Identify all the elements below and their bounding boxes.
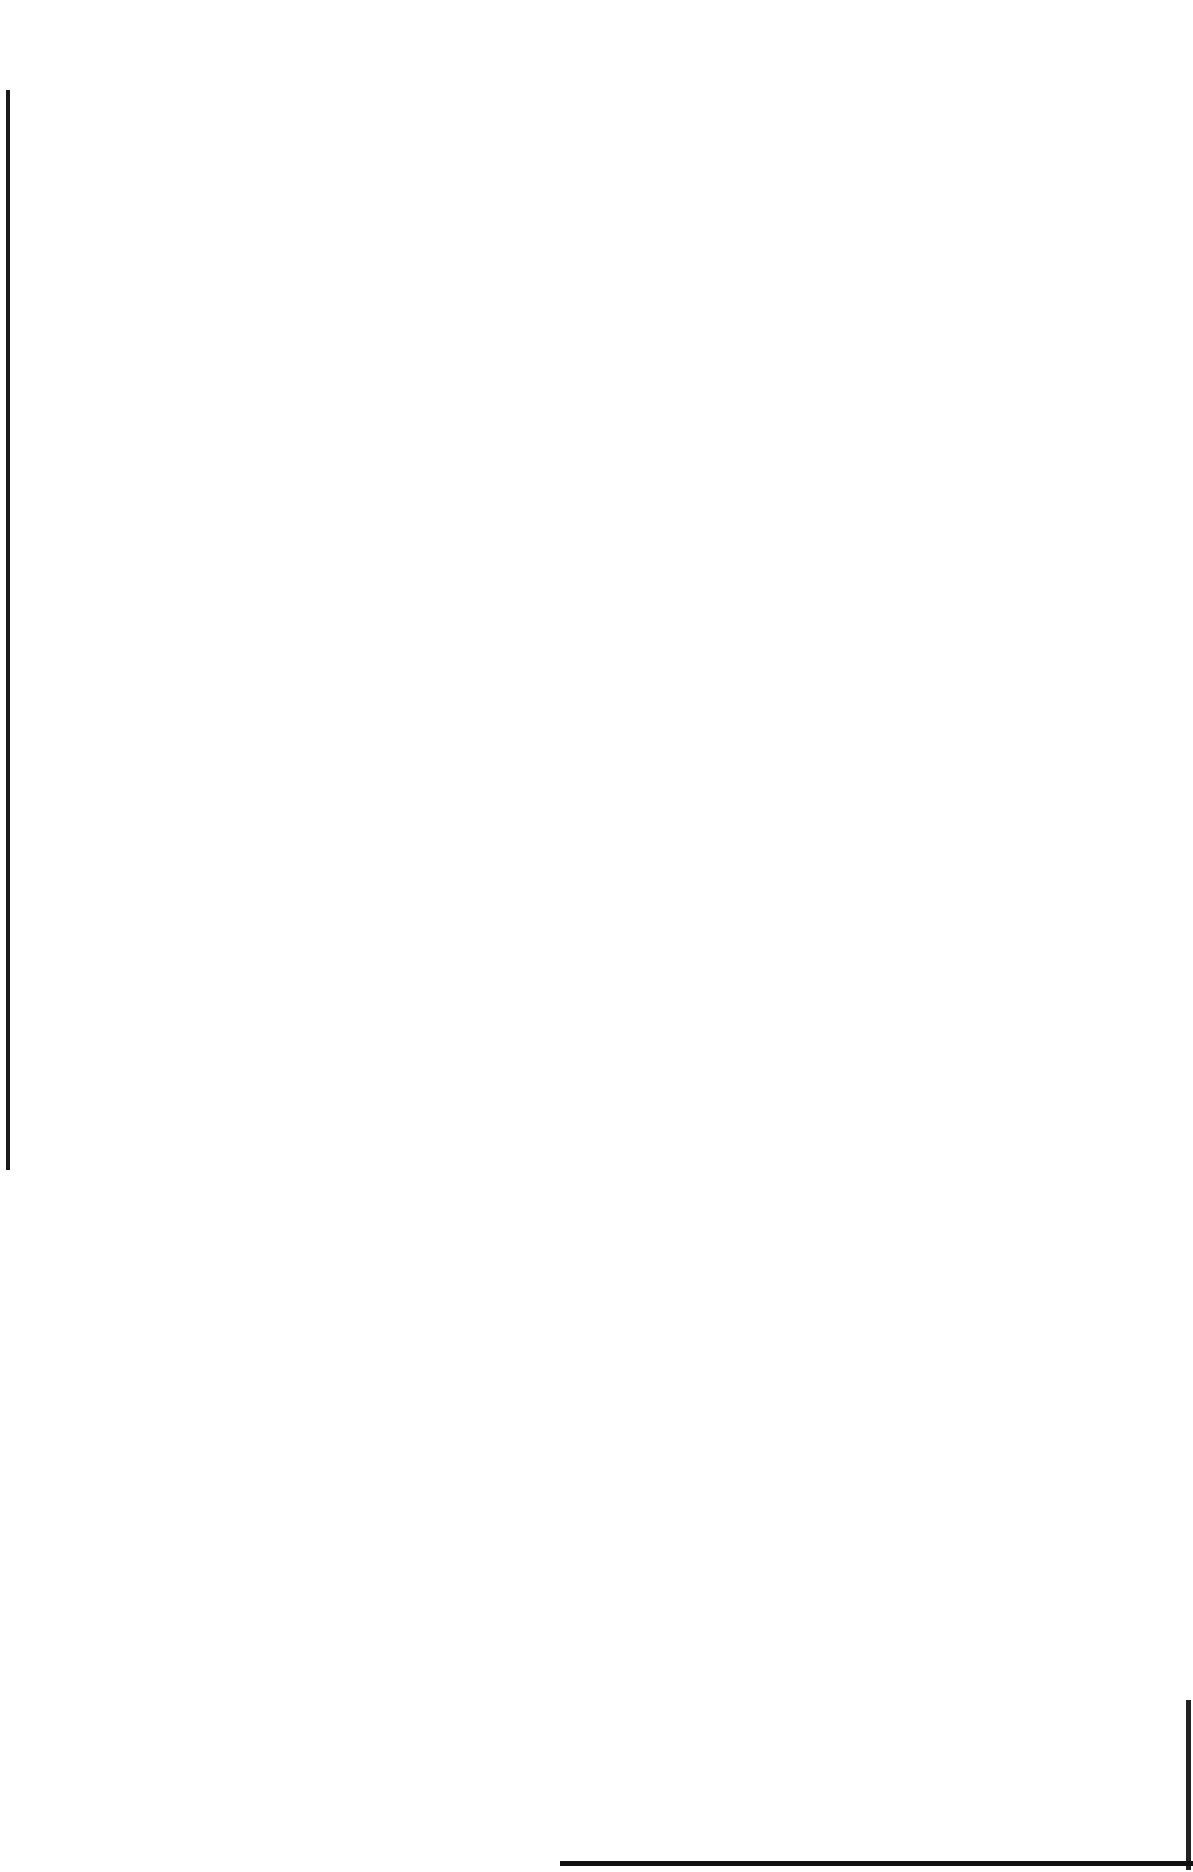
footnote-last-line — [92, 1352, 934, 1390]
page-bottom-edge — [560, 1861, 1193, 1866]
footnotes — [92, 1352, 934, 1390]
page-left-edge — [6, 90, 10, 1170]
page-right-edge — [1186, 1700, 1191, 1870]
